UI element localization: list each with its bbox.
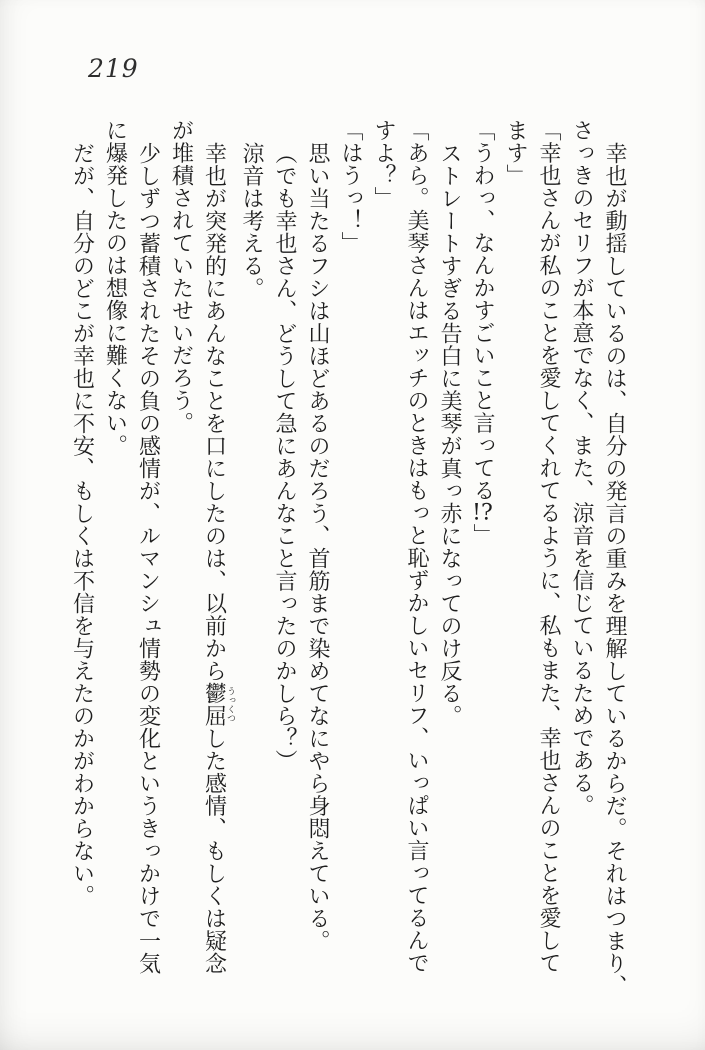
text-line <box>268 119 301 1019</box>
text-segment: 涼音は考える。 <box>239 142 264 300</box>
text-line <box>367 119 400 1019</box>
body-text <box>66 119 632 1019</box>
text-line <box>598 119 631 1019</box>
text-line <box>301 119 334 1019</box>
text-segment: 」 <box>470 523 495 546</box>
text-segment: 思い当たるフシは山ほどあるのだろう、首筋まで染めてなにやら身悶えている。 <box>305 142 330 952</box>
text-segment: （でも幸也さん、どうして急にあんなこと言ったのかしら？） <box>272 142 297 772</box>
text-segment: だが、自分のどこが幸也に不安、もしくは不信を与えたのかがわからない。 <box>69 142 95 907</box>
text-segment: ます」 <box>503 119 528 187</box>
text-line <box>532 119 565 1019</box>
text-segment: 幸也が突発的にあんなことを口にしたのは、以前から <box>201 142 227 682</box>
text-segment: 「はうっ！」 <box>338 119 363 254</box>
text-segment: 「うわっ、なんかすごいこと言ってる <box>470 119 495 502</box>
text-line <box>235 119 268 1019</box>
text-line <box>499 119 532 1019</box>
text-segment: した感情、もしくは疑念 <box>201 727 227 975</box>
text-line <box>433 119 466 1019</box>
text-line <box>132 119 165 1019</box>
ruby-annotated-word: 鬱屈うっくつ <box>201 682 235 727</box>
page-number: 219 <box>88 54 139 83</box>
text-segment: 「幸也さんが私のことを愛してくれてるように、私もまた、幸也さんのことを愛して <box>536 119 561 974</box>
text-segment: すよ？」 <box>371 119 396 209</box>
text-segment: に爆発したのは想像に難くない。 <box>102 119 128 457</box>
text-segment: ストレートすぎる告白に美琴が真っ赤になってのけ反る。 <box>437 142 462 727</box>
text-segment: さっきのセリフが本意でなく、また、涼音を信じているためである。 <box>569 119 594 817</box>
text-line <box>565 119 598 1019</box>
text-segment: が堆積されていたせいだろう。 <box>168 119 194 434</box>
text-line <box>198 119 236 1019</box>
text-line <box>400 119 433 1019</box>
text-line <box>66 119 99 1019</box>
text-line <box>334 119 367 1019</box>
text-segment: 「あら。美琴さんはエッチのときはもっと恥ずかしいセリフ、いっぱい言ってるんで <box>404 119 429 974</box>
text-line <box>99 119 132 1019</box>
text-segment: 幸也が動揺しているのは、自分の発言の重みを理解しているからだ。それはつまり、 <box>602 142 627 997</box>
text-line <box>165 119 198 1019</box>
text-segment: 少しずつ蓄積されたその負の感情が、ルマンシュ情勢の変化というきっかけで一気 <box>135 142 161 975</box>
tatechuyoko-text: !? <box>472 501 493 524</box>
text-line <box>466 119 499 1019</box>
